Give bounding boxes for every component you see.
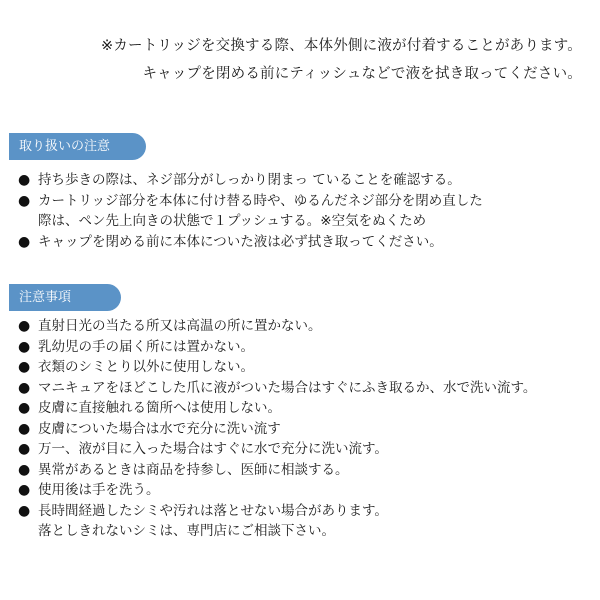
list-item: [18, 439, 536, 460]
list-item: [18, 170, 483, 191]
list-item-text-continued: 際は、ペン先上向きの状態で１プッシュする。※空気をぬくため: [38, 213, 427, 229]
bullet-icon: ●: [18, 338, 31, 355]
list-item-text: 皮膚についた場合は水で充分に洗い流す: [38, 420, 281, 437]
list-item-text: 直射日光の当たる所又は高温の所に置かない。: [38, 318, 322, 334]
list-item: [18, 232, 483, 253]
bullet-icon: ●: [18, 192, 31, 209]
list-item-text: 皮膚に直接触れる箇所へは使用しない。: [38, 400, 281, 416]
list-item: [18, 460, 536, 481]
bullet-icon: ●: [18, 359, 31, 375]
bullet-icon: ●: [18, 420, 31, 437]
list-item: [18, 419, 536, 440]
list-item-text: 万一、液が目に入った場合はすぐに水で充分に洗い流す。: [38, 441, 388, 457]
bullet-icon: ●: [18, 379, 31, 396]
list-item: [18, 357, 536, 378]
list-item-text: 衣類のシミとり以外に使用しない。: [38, 359, 254, 375]
bullet-icon: ●: [18, 441, 31, 457]
list-item-text: 異常があるときは商品を持参し、医師に相談する。: [38, 461, 349, 478]
list-item-text: 持ち歩きの際は、ネジ部分がしっかり閉まっ ていることを確認する。: [38, 172, 461, 188]
list-item: [18, 398, 536, 419]
notice-line-1: ※カートリッジを交換する際、本体外側に液が付着することがあります。: [100, 38, 582, 54]
list-item-text: マニキュアをほどこした爪に液がついた場合はすぐにふき取るか、水で洗い流す。: [38, 379, 537, 396]
list-item: [18, 501, 536, 542]
list-item-text-continued: 落としきれないシミは、専門店にご相談下さい。: [38, 523, 335, 539]
bullet-icon: ●: [18, 502, 31, 519]
bullet-icon: ●: [18, 318, 31, 334]
list-item-text: キャップを閉める前に本体についた液は必ず拭き取ってください。: [38, 233, 443, 250]
section-title-cautions: 注意事項: [9, 284, 121, 311]
bullet-icon: ●: [18, 172, 31, 188]
handling-list: [18, 170, 483, 252]
list-item: [18, 337, 536, 358]
list-item-text: 使用後は手を洗う。: [38, 482, 160, 498]
list-item: [18, 378, 536, 399]
list-item: [18, 316, 536, 337]
section-title-handling: 取り扱いの注意: [9, 133, 146, 160]
bullet-icon: ●: [18, 400, 31, 416]
list-item: [18, 191, 483, 232]
list-item: [18, 480, 536, 501]
bullet-icon: ●: [18, 461, 31, 478]
cautions-list: [18, 316, 536, 542]
list-item-text: 乳幼児の手の届く所には置かない。: [38, 338, 254, 355]
bullet-icon: ●: [18, 233, 31, 250]
list-item-text: 長時間経過したシミや汚れは落とせない場合があります。: [38, 502, 388, 519]
bullet-icon: ●: [18, 482, 31, 498]
list-item-text: カートリッジ部分を本体に付け替る時や、ゆるんだネジ部分を閉め直した: [38, 192, 483, 209]
notice-line-2: キャップを閉める前にティッシュなどで液を拭き取ってください。: [142, 66, 582, 82]
